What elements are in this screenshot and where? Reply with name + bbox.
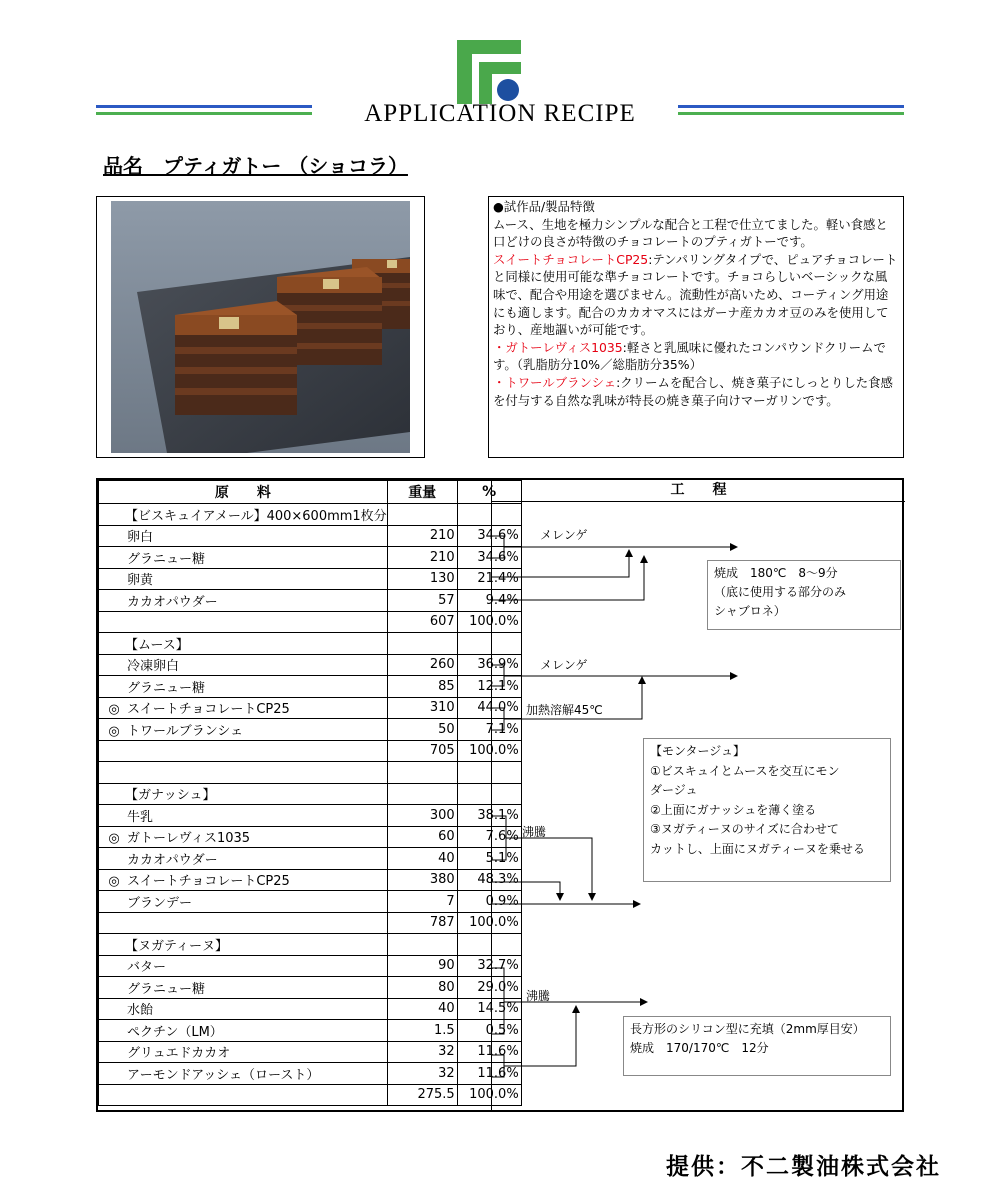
percent-cell: 32.7% [457, 955, 521, 977]
product-photo [96, 196, 425, 458]
description-item-text: テンパリングタイプで、ピュアチョコレートと同様に使用可能な準チョコレートです。チョコらしいベーシックな風味で、配合や用途を選びません。流動性が高いため、コーティング用途にも適します。配合のカカオマスにはガーナ産カカオ豆のみを使用しており、産地謳いが可能です。 [493, 251, 898, 338]
table-row [99, 525, 522, 547]
table-row [99, 697, 522, 719]
note-line: （底に使用する部分のみ [714, 585, 847, 599]
ingredient-name: グラニュー糖 [127, 680, 206, 696]
percent-cell: 11.6% [457, 1041, 521, 1063]
ingredient-cell [99, 633, 388, 655]
table-row [99, 912, 522, 934]
table-row [99, 740, 522, 762]
note-line: 【モンタージュ】 [650, 744, 746, 758]
header-weight: 重量 [387, 481, 457, 504]
weight-cell: 607 [387, 611, 457, 633]
percent-cell: 0.9% [457, 891, 521, 913]
table-row [99, 1084, 522, 1106]
weight-cell [387, 504, 457, 526]
weight-cell: 380 [387, 869, 457, 891]
note-line: カットし、上面にヌガティーヌを乗せる [650, 841, 865, 856]
percent-cell: 48.3% [457, 869, 521, 891]
ingredient-name: 冷凍卵白 [127, 659, 180, 675]
percent-cell: 7.1% [457, 719, 521, 741]
ingredient-name: グラニュー糖 [127, 981, 206, 997]
company-logo [457, 40, 521, 104]
ingredient-name: ペクチン（LM） [127, 1024, 223, 1040]
weight-cell: 210 [387, 547, 457, 569]
ingredient-name: ガトーレヴィス1035 [127, 831, 251, 847]
ingredient-name: スイートチョコレートCP25 [127, 702, 290, 718]
weight-cell [387, 762, 457, 784]
ingredient-name: グラニュー糖 [127, 551, 206, 567]
ingredient-name: スイートチョコレートCP25 [127, 874, 290, 890]
percent-cell: 34.6% [457, 547, 521, 569]
table-row [99, 869, 522, 891]
header-line-left-green [96, 112, 312, 115]
ingredient-name: 【ヌガティーヌ】 [125, 938, 228, 954]
weight-cell: 210 [387, 525, 457, 547]
ingredient-name: バター [127, 960, 167, 976]
weight-cell: 705 [387, 740, 457, 762]
weight-cell [387, 783, 457, 805]
weight-cell: 300 [387, 805, 457, 827]
note-line: 長方形のシリコン型に充填（2mm厚目安） [630, 1022, 865, 1036]
weight-cell: 275.5 [387, 1084, 457, 1106]
weight-cell: 260 [387, 654, 457, 676]
table-row [99, 654, 522, 676]
weight-cell: 787 [387, 912, 457, 934]
table-row [99, 1041, 522, 1063]
ingredient-name: 水飴 [127, 1003, 154, 1019]
description-item-sep: : [616, 374, 621, 390]
note-line: ③ヌガティーヌのサイズに合わせて [650, 822, 839, 836]
weight-cell: 7 [387, 891, 457, 913]
note-line: ②上面にガナッシュを薄く塗る [650, 802, 817, 817]
description-item-text: 軽さと乳風味に優れたコンパウンドクリームです。（乳脂肪分10%／総脂肪分35%） [493, 339, 886, 373]
percent-cell: 100.0% [457, 1084, 521, 1106]
weight-cell [387, 934, 457, 956]
table-row [99, 1063, 522, 1085]
recipe-table [96, 478, 904, 1112]
note-line: ①ビスキュイとムースを交互にモン [650, 763, 840, 778]
ingredient-cell [99, 740, 388, 762]
description-item-sep: : [622, 339, 627, 355]
note-bake-biscuit [707, 560, 901, 630]
ingredient-name: カカオパウダー [127, 852, 218, 868]
percent-cell: 100.0% [457, 611, 521, 633]
process-column [491, 480, 904, 1110]
ingredient-cell [99, 676, 388, 698]
ingredient-cell [99, 1084, 388, 1106]
ingredient-name: トワールブランシェ [127, 723, 244, 739]
table-row [99, 590, 522, 612]
ingredient-cell [99, 654, 388, 676]
table-section-row [99, 934, 522, 956]
description-item-name: スイートチョコレートCP25 [493, 251, 649, 267]
table-section-row [99, 504, 522, 526]
table-row [99, 611, 522, 633]
mark-cell: ◎ [108, 831, 120, 847]
weight-cell: 32 [387, 1041, 457, 1063]
ingredient-cell [99, 805, 388, 827]
table-row [99, 955, 522, 977]
ingredient-name: ブランデー [127, 895, 193, 911]
percent-cell: 7.6% [457, 826, 521, 848]
ingredient-cell [99, 912, 388, 934]
cake-photo-illustration [97, 197, 424, 457]
ingredient-name: グリュエドカカオ [127, 1046, 231, 1062]
note-line: ダージュ [650, 783, 698, 797]
ingredient-cell [99, 1063, 388, 1085]
weight-cell: 57 [387, 590, 457, 612]
weight-cell [387, 633, 457, 655]
weight-cell: 50 [387, 719, 457, 741]
note-line: 焼成 170/170℃ 12分 [630, 1041, 769, 1055]
ingredient-cell [99, 719, 388, 741]
ingredient-cell [99, 1041, 388, 1063]
weight-cell: 130 [387, 568, 457, 590]
ingredient-cell [99, 826, 388, 848]
percent-cell: 34.6% [457, 525, 521, 547]
footer-credit: 提供：不二製油株式会社 [666, 1154, 941, 1180]
description-item-name: ・トワールブランシェ [493, 374, 617, 390]
product-description [488, 196, 904, 458]
mark-cell: ◎ [108, 702, 120, 718]
weight-cell: 310 [387, 697, 457, 719]
table-section-row [99, 783, 522, 805]
header-process: 工 程 [492, 480, 905, 502]
ingredient-cell [99, 998, 388, 1020]
ingredient-cell [99, 1020, 388, 1042]
mark-cell: ◎ [108, 723, 120, 739]
percent-cell: 0.5% [457, 1020, 521, 1042]
ingredient-cell [99, 762, 388, 784]
ingredient-cell [99, 568, 388, 590]
weight-cell: 1.5 [387, 1020, 457, 1042]
ingredient-name: 卵白 [127, 530, 154, 546]
table-row [99, 805, 522, 827]
note-line: シャブロネ） [714, 604, 786, 618]
ingredient-cell [99, 504, 388, 526]
percent-cell: 100.0% [457, 912, 521, 934]
percent-cell: 9.4% [457, 590, 521, 612]
percent-cell: 44.0% [457, 697, 521, 719]
header-line-right-green [678, 112, 904, 115]
table-row [99, 719, 522, 741]
percent-cell: 38.1% [457, 805, 521, 827]
description-intro: ムース、生地を極力シンプルな配合と工程で仕立てました。軽い食感と口どけの良さが特徴のチョコレートのプティガトーです。 [493, 216, 888, 250]
weight-cell: 90 [387, 955, 457, 977]
percent-cell: 36.9% [457, 654, 521, 676]
ingredient-name: アーモンドアッシェ（ロースト） [127, 1067, 320, 1083]
label-melt: 加熱溶解45℃ [526, 703, 603, 717]
ingredient-cell [99, 848, 388, 870]
ingredient-cell [99, 934, 388, 956]
table-row [99, 891, 522, 913]
weight-cell: 32 [387, 1063, 457, 1085]
table-row [99, 547, 522, 569]
weight-cell: 40 [387, 848, 457, 870]
ingredient-cell [99, 525, 388, 547]
table-row [99, 977, 522, 999]
mark-cell: ◎ [108, 874, 120, 890]
weight-cell: 85 [387, 676, 457, 698]
ingredient-name: 【ガナッシュ】 [125, 788, 216, 804]
table-row [99, 848, 522, 870]
ingredient-name: カカオパウダー [127, 594, 218, 610]
header-line-left-blue [96, 105, 312, 108]
ingredient-name: 【ビスキュイアメール】400×600mm1枚分 [125, 508, 387, 524]
header-line-right-blue [678, 105, 904, 108]
header-ingredient: 原 料 [99, 481, 388, 504]
note-montage [643, 738, 891, 882]
label-boil-2: 沸騰 [526, 989, 551, 1003]
percent-cell: 21.4% [457, 568, 521, 590]
ingredient-table [98, 480, 522, 1106]
table-row [99, 1020, 522, 1042]
description-item-name: ・ガトーレヴィス1035 [493, 339, 623, 355]
ingredient-cell [99, 891, 388, 913]
header-percent: % [457, 481, 521, 504]
ingredient-cell [99, 590, 388, 612]
table-row [99, 568, 522, 590]
ingredient-cell [99, 977, 388, 999]
product-title: 品名 プティガトー （ショコラ） [103, 154, 408, 178]
table-row [99, 762, 522, 784]
table-header-row [99, 481, 522, 504]
ingredient-cell [99, 955, 388, 977]
description-item-text: クリームを配合し、焼き菓子にしっとりした食感を付与する自然な乳味が特長の焼き菓子向けマーガリンです。 [493, 374, 893, 408]
percent-cell: 29.0% [457, 977, 521, 999]
page-title: APPLICATION RECIPE [364, 100, 636, 127]
percent-cell: 5.1% [457, 848, 521, 870]
weight-cell: 60 [387, 826, 457, 848]
table-row [99, 998, 522, 1020]
table-row [99, 676, 522, 698]
description-heading: ●試作品/製品特徴 [493, 199, 595, 214]
ingredient-name: 牛乳 [127, 809, 154, 825]
ingredient-name: 卵黄 [127, 573, 154, 589]
weight-cell: 80 [387, 977, 457, 999]
label-meringue-1: メレンゲ [540, 528, 588, 542]
percent-cell: 11.6% [457, 1063, 521, 1085]
ingredient-cell [99, 783, 388, 805]
ingredient-cell [99, 611, 388, 633]
description-item-sep: : [648, 251, 653, 267]
weight-cell: 40 [387, 998, 457, 1020]
percent-cell: 14.5% [457, 998, 521, 1020]
table-row [99, 826, 522, 848]
note-bake-nougatine [623, 1016, 891, 1076]
ingredient-cell [99, 547, 388, 569]
note-line: 焼成 180℃ 8～9分 [714, 566, 838, 580]
label-boil-1: 沸騰 [522, 825, 547, 839]
table-section-row [99, 633, 522, 655]
ingredient-cell [99, 697, 388, 719]
percent-cell: 100.0% [457, 740, 521, 762]
label-meringue-2: メレンゲ [540, 658, 588, 672]
percent-cell: 12.1% [457, 676, 521, 698]
ingredient-name: 【ムース】 [125, 637, 189, 653]
ingredient-cell [99, 869, 388, 891]
